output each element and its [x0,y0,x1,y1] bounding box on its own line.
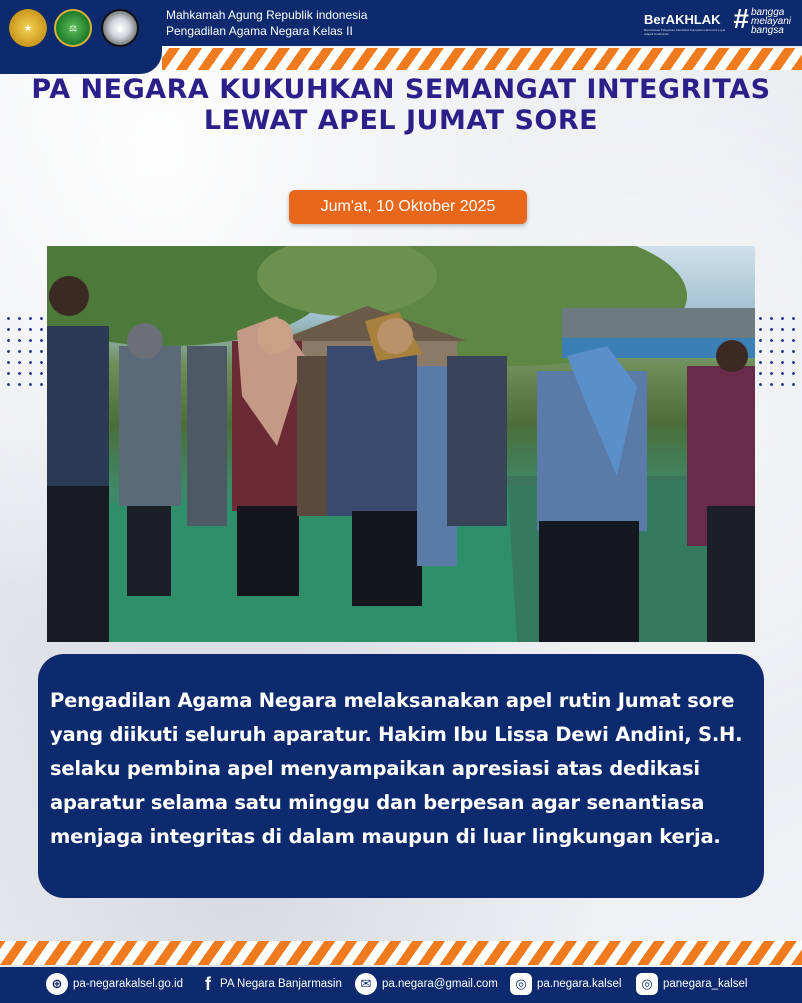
caption-text: Pengadilan Agama Negara melaksanakan apel rutin Jumat sore yang diikuti seluruh aparatur. Hakim Ibu Lissa Dewi Andini, S.H. selaku pembina apel menyampaikan apresiasi atas dedikasi aparatur selama satu minggu dan berpesan agar senantiasa menjaga integritas di dalam maupun di luar lingkungan kerja. [50,689,743,848]
email-icon: ✉ [355,973,377,995]
website-text: pa-negarakalsel.go.id [73,978,183,990]
berakhlak-word: BerAKHLAK [644,12,721,27]
headline-line-2: LEWAT APEL JUMAT SORE [203,105,599,136]
instagram-icon: ◎ [636,973,658,995]
tagline [751,8,791,35]
footer-facebook[interactable] [201,973,342,995]
instagram-text-1: pa.negara.kalsel [537,978,622,990]
bottom-warning-stripes [0,941,802,965]
instagram-text-2: panegara_kalsel [663,978,748,990]
email-text: pa.negara@gmail.com [382,978,498,990]
footer-email[interactable] [355,973,498,995]
mahkamah-agung-logo-icon: ★ [9,9,47,47]
top-warning-stripes [162,48,802,70]
berakhlak-subtitle: Berorientasi Pelayanan Akuntabel Kompeten Harmonis Loyal Adaptif Kolaboratif [644,28,726,36]
footer-instagram-2[interactable] [636,973,747,995]
pengadilan-agama-logo-icon: ⚖ [54,9,92,47]
tagline-line: bangga [751,7,785,18]
event-photo-illustration [47,246,755,642]
globe-icon: ⊕ [46,973,68,995]
tagline-line: melayani [751,16,792,27]
footer-instagram-1[interactable] [510,973,621,995]
headline-line-1: PA NEGARA KUKUHKAN SEMANGAT INTEGRITAS [31,74,771,105]
footer-bar [0,967,802,1003]
org-line-2: Pengadilan Agama Negara Kelas II [166,24,353,38]
decorative-dots-left [3,313,48,393]
decorative-dots-right [755,313,800,393]
date-badge: Jum'at, 10 Oktober 2025 [289,190,527,224]
caption-panel [38,654,764,898]
facebook-icon: f [205,973,211,994]
organization-name [166,7,367,39]
header-logo-panel [0,0,162,74]
event-photo [47,246,755,642]
org-line-1: Mahkamah Agung Republik indonesia [166,8,368,22]
hashtag-icon: # [733,3,749,34]
tagline-line: bangsa [751,25,784,36]
facebook-text: PA Negara Banjarmasin [220,978,342,990]
headline [0,74,802,136]
instagram-icon: ◎ [510,973,532,995]
court-seal-logo-icon: ◆ [101,9,139,47]
footer-website[interactable] [46,973,183,995]
